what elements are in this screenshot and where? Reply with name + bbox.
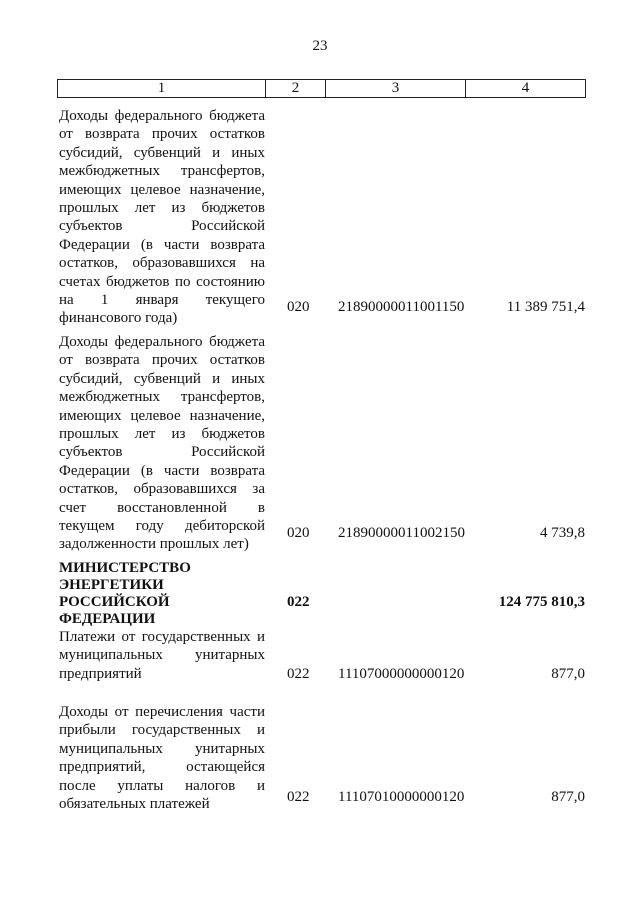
ministry-name: МИНИСТЕРСТВО ЭНЕРГЕТИКИ РОССИЙСКОЙ ФЕДЕРАЦИИ (59, 560, 191, 627)
admin-code: 022 (287, 666, 310, 682)
table-row (57, 107, 585, 327)
table-row (57, 628, 585, 684)
amount: 877,0 (551, 666, 585, 682)
page-number: 23 (312, 38, 328, 54)
table-row (57, 703, 585, 813)
budget-classification-code: 21890000011002150 (338, 525, 465, 541)
admin-code: 020 (287, 525, 310, 541)
budget-classification-code: 11107010000000120 (338, 789, 465, 805)
revenue-name: Платежи от государственных и муниципальных унитарных предприятий (59, 629, 265, 682)
amount: 4 739,8 (540, 525, 585, 541)
column-header-table (57, 79, 586, 98)
column-number-row (58, 80, 586, 98)
revenue-name: Доходы федерального бюджета от возврата прочих остатков субсидий, субвенций и иных межбюджетных трансфертов, имеющих целевое назначение, прошлых лет из бюджетов субъектов Российской Федерации (в части возврата остатков, образовавшихся на счетах бюджетов по состоянию на 1 января текущего финансового года) (59, 108, 265, 327)
amount: 877,0 (551, 789, 585, 805)
budget-classification-code: 21890000011001150 (338, 299, 465, 315)
column-header-1: 1 (58, 80, 266, 98)
table-row (57, 333, 585, 553)
amount: 124 775 810,3 (498, 594, 585, 610)
column-header-2: 2 (266, 80, 326, 98)
admin-code: 022 (287, 594, 310, 610)
admin-code: 020 (287, 299, 310, 315)
admin-code: 022 (287, 789, 310, 805)
amount: 11 389 751,4 (506, 299, 585, 315)
ministry-row (57, 560, 585, 627)
column-header-3: 3 (326, 80, 466, 98)
revenue-name: Доходы от перечисления части прибыли государственных и муниципальных унитарных предприятий, остающейся после уплаты налогов и обязательных платежей (59, 704, 265, 813)
revenue-name: Доходы федерального бюджета от возврата прочих остатков субсидий, субвенций и иных межбюджетных трансфертов, имеющих целевое назначение, прошлых лет из бюджетов субъектов Российской Федерации (в части возврата остатков, образовавшихся за счет восстановленной в текущем году дебиторской задолженности прошлых лет) (59, 334, 265, 553)
column-header-4: 4 (466, 80, 586, 98)
budget-classification-code: 11107000000000120 (338, 666, 465, 682)
